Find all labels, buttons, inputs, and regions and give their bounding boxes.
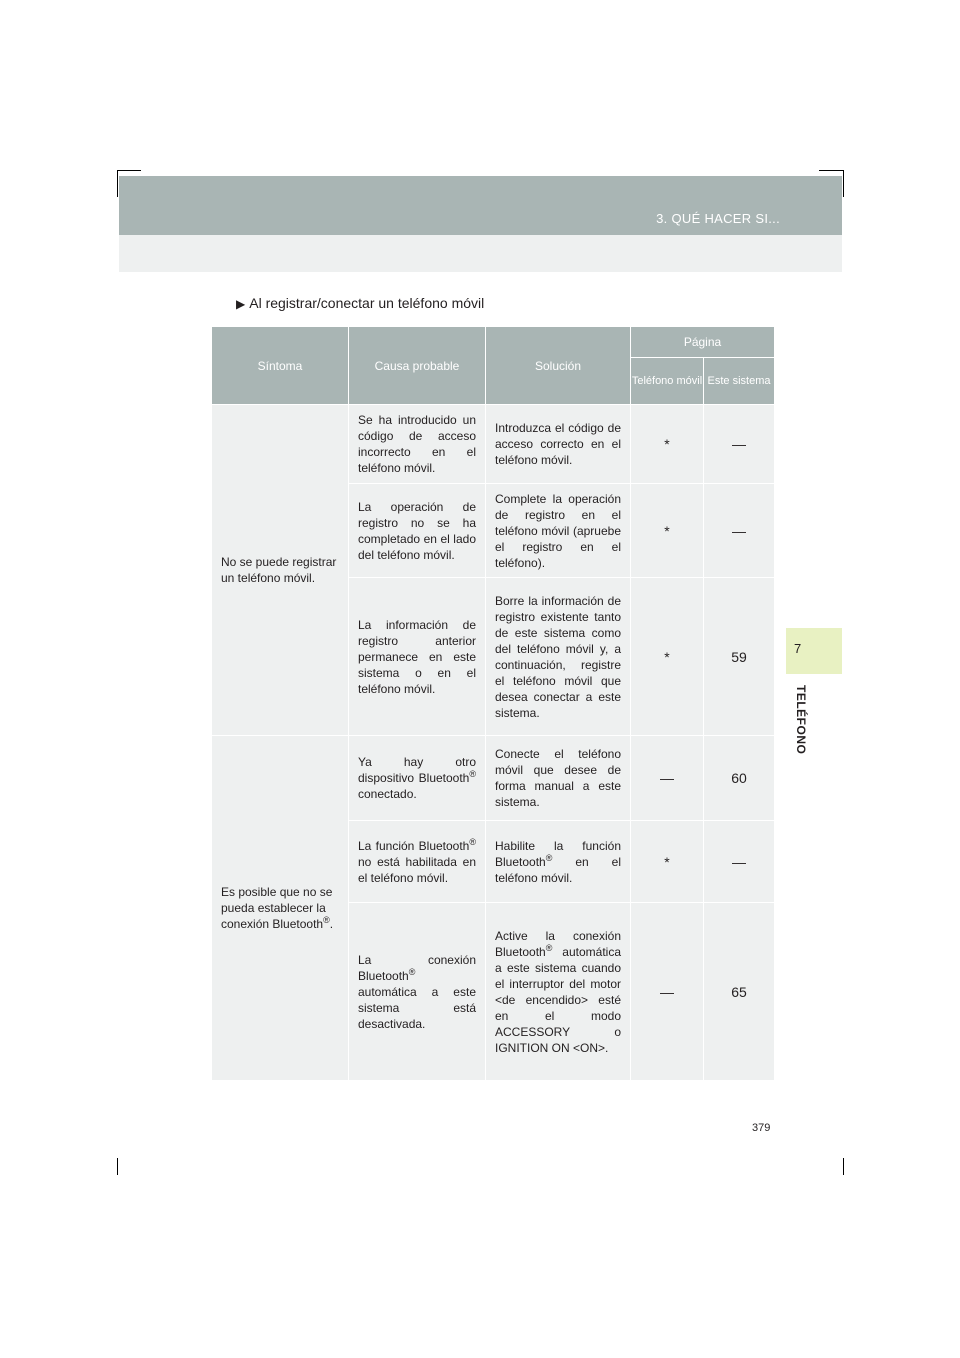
registered-mark: ® bbox=[469, 836, 476, 847]
phone-page-cell: — bbox=[631, 736, 704, 821]
header-system: Este sistema bbox=[704, 358, 775, 405]
registered-mark: ® bbox=[323, 915, 330, 925]
cause-cell: La operación de registro no se ha completado en el lado del teléfono móvil. bbox=[349, 484, 486, 578]
registered-mark: ® bbox=[469, 769, 476, 779]
crop-mark bbox=[117, 170, 118, 197]
solution-cell: Habilite la función Bluetooth® en el teléfono móvil. bbox=[486, 821, 631, 903]
crop-mark bbox=[117, 170, 141, 171]
header-cause: Causa probable bbox=[349, 327, 486, 405]
chapter-number: 7 bbox=[794, 641, 802, 656]
phone-page-cell: — bbox=[631, 903, 704, 1081]
chapter-label: TELÉFONO bbox=[794, 685, 808, 755]
solution-cell: Complete la operación de registro en el teléfono móvil (apruebe el registro en el teléfono). bbox=[486, 484, 631, 578]
phone-page-cell: * bbox=[631, 821, 704, 903]
system-page-cell: 59 bbox=[704, 578, 775, 736]
triangle-bullet-icon: ▶ bbox=[236, 297, 246, 311]
table-row bbox=[212, 405, 775, 484]
cause-cell: La información de registro anterior permanece en este sistema o en el teléfono móvil. bbox=[349, 578, 486, 736]
symptom-cell: No se puede registrar un teléfono móvil. bbox=[212, 405, 349, 736]
chapter-tab bbox=[786, 628, 842, 674]
table-row bbox=[212, 736, 775, 821]
header-phone: Teléfono móvil bbox=[631, 358, 704, 405]
solution-cell: Introduzca el código de acceso correcto en el teléfono móvil. bbox=[486, 405, 631, 484]
system-page-cell: 60 bbox=[704, 736, 775, 821]
system-page-cell: 65 bbox=[704, 903, 775, 1081]
system-page-cell: — bbox=[704, 484, 775, 578]
phone-page-cell: * bbox=[631, 578, 704, 736]
troubleshooting-table bbox=[211, 326, 775, 1081]
header-title: 3. QUÉ HACER SI... bbox=[656, 211, 780, 226]
system-page-cell: — bbox=[704, 405, 775, 484]
crop-mark bbox=[843, 1158, 844, 1175]
solution-cell: Conecte el teléfono móvil que desee de forma manual a este sistema. bbox=[486, 736, 631, 821]
page-number: 379 bbox=[752, 1122, 771, 1134]
cause-cell: Ya hay otro dispositivo Bluetooth® conectado. bbox=[349, 736, 486, 821]
section-title bbox=[236, 295, 484, 311]
cause-cell: La conexión Bluetooth® automática a este sistema está desactivada. bbox=[349, 903, 486, 1081]
section-title-text: Al registrar/conectar un teléfono móvil bbox=[249, 295, 485, 311]
header-page: Página bbox=[631, 327, 775, 358]
crop-mark bbox=[117, 1158, 118, 1175]
cause-cell: La función Bluetooth® no está habilitada en el teléfono móvil. bbox=[349, 821, 486, 903]
header-subband bbox=[119, 235, 842, 272]
header-symptom: Síntoma bbox=[212, 327, 349, 405]
header-solution: Solución bbox=[486, 327, 631, 405]
system-page-cell: — bbox=[704, 821, 775, 903]
phone-page-cell: * bbox=[631, 405, 704, 484]
solution-cell: Borre la información de registro existente tanto de este sistema como del teléfono móvil y, a continuación, registre el teléfono móvil que desea conectar a este sistema. bbox=[486, 578, 631, 736]
crop-mark bbox=[819, 170, 843, 171]
registered-mark: ® bbox=[545, 942, 553, 953]
crop-mark bbox=[843, 170, 844, 197]
cause-cell: Se ha introducido un código de acceso incorrecto en el teléfono móvil. bbox=[349, 405, 486, 484]
symptom-cell: Es posible que no se pueda establecer la conexión Bluetooth®. bbox=[212, 736, 349, 1081]
solution-cell: Active la conexión Bluetooth® automática a este sistema cuando el interruptor del motor <de encendido> esté en el modo ACCESSORY o IGNITION ON <ON>. bbox=[486, 903, 631, 1081]
registered-mark: ® bbox=[408, 966, 416, 977]
phone-page-cell: * bbox=[631, 484, 704, 578]
registered-mark: ® bbox=[545, 852, 553, 863]
header-band bbox=[119, 176, 842, 235]
